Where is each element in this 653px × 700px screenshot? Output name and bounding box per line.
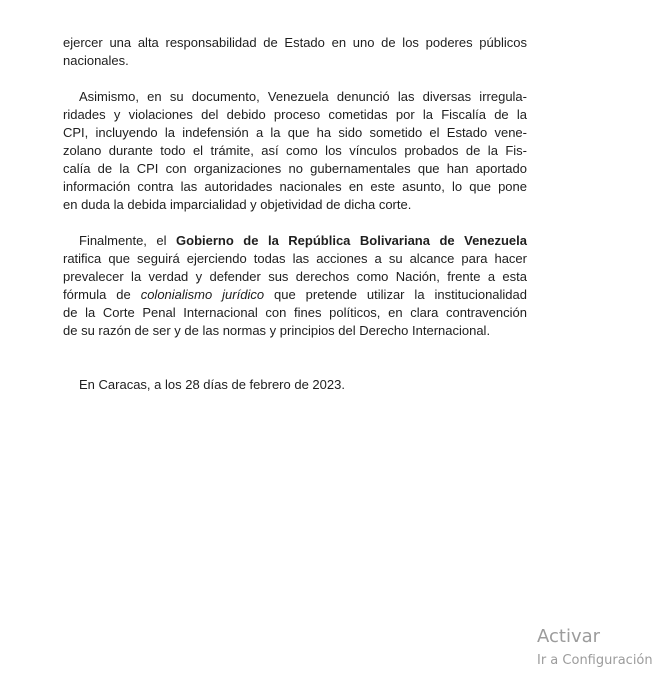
paragraph-line: ejercer una alta responsabilidad de Estado en uno de los poderes públicos	[63, 35, 527, 50]
italic-phrase: colonialismo jurídico	[140, 287, 265, 302]
paragraph-gap	[63, 214, 527, 232]
closing-date: En Caracas, a los 28 días de febrero de 2023.	[79, 377, 345, 392]
document-body	[63, 34, 527, 394]
paragraph-line: ratifica que seguirá ejerciendo todas las acciones a su alcance para hacer	[63, 251, 527, 266]
paragraph-line: calía de la CPI con organizaciones no gubernamentales que han aportado	[63, 161, 527, 176]
line-text: Finalmente, el	[79, 233, 167, 248]
paragraph-irregularities	[63, 88, 527, 214]
watermark-title: Activar	[537, 626, 601, 647]
paragraph-line	[63, 232, 527, 250]
paragraph-continuation	[63, 34, 527, 70]
paragraph-line	[63, 286, 527, 304]
paragraph-line: ridades y violaciones del debido proceso cometidas por la Fiscalía de la	[63, 107, 527, 122]
paragraph-line: información contra las autoridades nacionales en este asunto, lo que pone	[63, 179, 527, 194]
paragraph-line: nacionales.	[63, 53, 129, 68]
paragraph-line: prevalecer la verdad y defender sus derechos como Nación, frente a esta	[63, 269, 527, 284]
paragraph-line: CPI, incluyendo la indefensión a la que ha sido sometido el Estado vene-	[63, 125, 527, 140]
paragraph-gap	[63, 340, 527, 358]
paragraph-line: zolano durante todo el trámite, así como los vínculos probados de la Fis-	[63, 143, 527, 158]
paragraph-line: Asimismo, en su documento, Venezuela denunció las diversas irregula-	[79, 89, 527, 104]
paragraph-gap	[63, 358, 527, 376]
line-text: que pretende utilizar la institucionalidad	[274, 287, 527, 302]
line-text: fórmula de	[63, 287, 131, 302]
watermark-subtitle: Ir a Configuración	[537, 653, 653, 668]
paragraph-line: en duda la debida imparcialidad y objetividad de dicha corte.	[63, 197, 412, 212]
paragraph-gap	[63, 70, 527, 88]
paragraph-line: de la Corte Penal Internacional con fines políticos, en clara contravención	[63, 305, 527, 320]
paragraph-line: de su razón de ser y de las normas y principios del Derecho Internacional.	[63, 323, 491, 338]
windows-activation-watermark	[537, 624, 653, 670]
government-name-bold: Gobierno de la República Bolivariana de Venezuela	[176, 233, 527, 248]
paragraph-conclusion	[63, 232, 527, 340]
